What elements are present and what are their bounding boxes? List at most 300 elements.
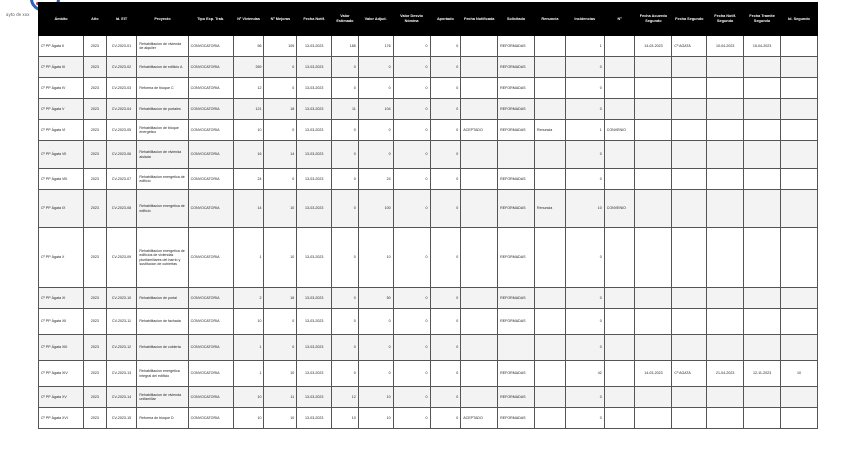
column-header[interactable]: Fecha Tramite Segundo	[744, 3, 781, 36]
table-cell	[233, 57, 264, 78]
table-header-row	[39, 3, 818, 36]
table-cell	[84, 309, 107, 335]
column-header[interactable]: Valor Adjud.	[358, 3, 393, 36]
table-row[interactable]	[39, 99, 818, 120]
table-cell	[461, 309, 498, 335]
table-cell	[297, 309, 332, 335]
table-cell	[635, 387, 672, 408]
table-cell	[188, 335, 233, 361]
cell-value: 0	[456, 64, 459, 69]
cell-value: 10	[257, 394, 262, 399]
cell-value: Rehabilitacion de cubierta	[139, 345, 181, 350]
table-cell	[780, 78, 817, 99]
table-cell	[498, 141, 535, 169]
table-row[interactable]	[39, 190, 818, 228]
cell-value: 0	[456, 206, 459, 211]
table-cell	[84, 228, 107, 288]
cell-value: CV-2023-05	[111, 127, 132, 132]
table-cell	[672, 57, 707, 78]
table-cell	[393, 99, 430, 120]
table-cell	[672, 169, 707, 190]
table-cell	[635, 141, 672, 169]
cell-value: 2023	[90, 176, 99, 181]
table-cell	[393, 36, 430, 57]
table-cell	[744, 120, 781, 141]
table-cell	[106, 190, 137, 228]
table-cell	[565, 36, 604, 57]
cell-value: 2023	[90, 43, 99, 48]
table-cell	[137, 387, 188, 408]
cell-value: 0	[388, 64, 391, 69]
cell-value: 0	[599, 106, 602, 111]
cell-value: CV-2023-08	[111, 206, 132, 211]
table-cell	[358, 169, 393, 190]
table-row[interactable]	[39, 288, 818, 309]
cell-value: 2023	[90, 415, 99, 420]
column-header[interactable]: Fecha Notificada	[461, 3, 498, 36]
table-row[interactable]	[39, 309, 818, 335]
table-row[interactable]	[39, 169, 818, 190]
cell-value: 2023	[90, 85, 99, 90]
table-cell	[565, 335, 604, 361]
table-cell	[430, 309, 461, 335]
table-cell	[84, 36, 107, 57]
table-cell	[264, 309, 297, 335]
table-cell	[358, 408, 393, 429]
cell-value: 13-03-2023	[305, 206, 324, 211]
cell-value: Cº PP Ágata VII	[41, 152, 67, 157]
cell-value: 10	[290, 255, 295, 260]
table-cell	[233, 120, 264, 141]
table-cell	[430, 387, 461, 408]
table-cell	[297, 408, 332, 429]
cell-value: Rehabilitacion energetica integral del edificio	[139, 369, 180, 378]
table-cell	[106, 57, 137, 78]
table-cell	[393, 57, 430, 78]
cell-value: 0	[425, 43, 428, 48]
cell-value: 50	[386, 295, 391, 300]
table-cell	[39, 78, 84, 99]
cell-value: Renuncia	[537, 127, 553, 132]
cell-value: REFORMADAS	[500, 127, 526, 132]
table-cell	[297, 57, 332, 78]
table-row[interactable]	[39, 141, 818, 169]
table-cell	[707, 288, 744, 309]
table-cell	[672, 141, 707, 169]
table-cell	[84, 288, 107, 309]
cell-value: 2023	[90, 64, 99, 69]
table-cell	[461, 190, 498, 228]
table-cell	[264, 99, 297, 120]
table-cell	[358, 36, 393, 57]
table-cell	[393, 309, 430, 335]
table-cell	[39, 408, 84, 429]
table-cell	[744, 36, 781, 57]
table-cell	[535, 78, 566, 99]
table-cell	[106, 335, 137, 361]
column-header[interactable]: Fecha Acuerdo Segundo	[635, 3, 672, 36]
cell-value: Rehabilitacion de vivienda unifamiliar	[139, 392, 182, 401]
column-header[interactable]: Valor Desvio Nómina	[393, 3, 430, 36]
cell-value: 1	[259, 345, 262, 350]
table-cell	[84, 141, 107, 169]
table-cell	[498, 99, 535, 120]
table-row[interactable]	[39, 335, 818, 361]
cell-value: Cº PP Ágata XIII	[41, 345, 68, 350]
cell-value: CV-2023-02	[111, 64, 132, 69]
table-cell	[498, 78, 535, 99]
table-cell	[430, 99, 461, 120]
table-cell	[707, 169, 744, 190]
table-cell	[233, 36, 264, 57]
cell-value: 121	[255, 106, 262, 111]
table-cell	[672, 120, 707, 141]
column-header[interactable]: Tipo Exp. Trab.	[188, 3, 233, 36]
table-cell	[106, 169, 137, 190]
table-cell	[430, 36, 461, 57]
table-cell	[535, 190, 566, 228]
table-cell	[137, 228, 188, 288]
cell-value: 0	[456, 371, 459, 376]
cell-value: REFORMADAS	[500, 255, 526, 260]
cell-value: 0	[353, 176, 356, 181]
table-cell	[535, 120, 566, 141]
logo-caption: ayto de xxx	[6, 12, 30, 17]
cell-value: 0	[425, 394, 428, 399]
cell-value: CV-2023-13	[111, 371, 132, 376]
cell-value: 10	[290, 206, 295, 211]
table-cell	[430, 228, 461, 288]
cell-value: 0	[425, 85, 428, 90]
table-cell	[188, 120, 233, 141]
table-cell	[461, 99, 498, 120]
column-header[interactable]: Fecha Notif. Segundo	[707, 3, 744, 36]
cell-value: 0	[425, 319, 428, 324]
cell-value: Cº PP Ágata XV	[41, 394, 67, 399]
cell-value: 13-03-2023	[305, 85, 324, 90]
column-header[interactable]: Valor Estimado	[332, 3, 359, 36]
column-header[interactable]: Aportado	[430, 3, 461, 36]
table-cell	[84, 361, 107, 387]
table-cell	[707, 408, 744, 429]
cell-value: CONVOCATORIA	[190, 64, 220, 69]
cell-value: Reforma de bloque C	[139, 85, 174, 90]
column-header[interactable]: Nº Viviendas	[233, 3, 264, 36]
table-row[interactable]	[39, 387, 818, 408]
cell-value: Cº PP Ágata III	[41, 64, 66, 69]
table-cell	[707, 57, 744, 78]
cell-value: 2023	[90, 106, 99, 111]
cell-value: 0	[599, 394, 602, 399]
cell-value: 0	[456, 415, 459, 420]
table-cell	[672, 36, 707, 57]
table-cell	[297, 141, 332, 169]
table-cell	[39, 387, 84, 408]
table-cell	[297, 361, 332, 387]
table-cell	[39, 141, 84, 169]
cell-value: REFORMADAS	[500, 206, 526, 211]
table-cell	[137, 169, 188, 190]
table-cell	[565, 288, 604, 309]
cell-value: 10	[257, 415, 262, 420]
table-cell	[535, 335, 566, 361]
cell-value: 269	[255, 64, 262, 69]
cell-value: CONVOCATORIA	[190, 106, 220, 111]
table-cell	[672, 78, 707, 99]
table-cell	[188, 309, 233, 335]
table-cell	[604, 309, 635, 335]
table-row[interactable]	[39, 361, 818, 387]
table-cell	[264, 141, 297, 169]
table-cell	[297, 169, 332, 190]
table-cell	[672, 228, 707, 288]
cell-value: 10	[351, 415, 356, 420]
cell-value: 0	[388, 152, 391, 157]
table-row[interactable]	[39, 228, 818, 288]
table-cell	[84, 408, 107, 429]
cell-value: 0	[353, 255, 356, 260]
cell-value: 56	[257, 43, 262, 48]
table-cell	[233, 361, 264, 387]
table-cell	[707, 335, 744, 361]
table-cell	[635, 78, 672, 99]
column-header[interactable]: Proyecto	[137, 3, 188, 36]
table-cell	[137, 57, 188, 78]
table-cell	[332, 36, 359, 57]
cell-value: 14-03-2023	[644, 371, 663, 376]
cell-value: CV-2023-09	[111, 255, 132, 260]
table-cell	[297, 387, 332, 408]
cell-value: REFORMADAS	[500, 415, 526, 420]
table-cell	[565, 228, 604, 288]
cell-value: Cº PP Ágata X	[41, 255, 65, 260]
table-cell	[297, 120, 332, 141]
cell-value: 13-03-2023	[305, 64, 324, 69]
column-header[interactable]: Id. EIT	[106, 3, 137, 36]
column-header[interactable]: Id. Segundo	[780, 3, 817, 36]
table-cell	[780, 309, 817, 335]
cell-value: 176	[384, 43, 391, 48]
cell-value: CONVOCATORIA	[190, 319, 220, 324]
table-cell	[358, 288, 393, 309]
cell-value: 13-03-2023	[305, 127, 324, 132]
table-cell	[393, 387, 430, 408]
table-cell	[672, 387, 707, 408]
table-cell	[707, 36, 744, 57]
table-cell	[430, 78, 461, 99]
table-cell	[137, 361, 188, 387]
table-cell	[233, 99, 264, 120]
column-header[interactable]: Incidencias	[565, 3, 604, 36]
table-cell	[535, 288, 566, 309]
cell-value: 2023	[90, 345, 99, 350]
cell-value: 0	[599, 176, 602, 181]
table-cell	[672, 309, 707, 335]
table-cell	[358, 120, 393, 141]
cell-value: 0	[599, 152, 602, 157]
table-cell	[498, 335, 535, 361]
table-cell	[672, 99, 707, 120]
table-cell	[707, 99, 744, 120]
table-cell	[635, 57, 672, 78]
table-cell	[565, 120, 604, 141]
table-cell	[297, 288, 332, 309]
table-cell	[744, 78, 781, 99]
column-header[interactable]: Ámbito	[39, 3, 84, 36]
table-cell	[297, 36, 332, 57]
cell-value: Cº PP Ágata IX	[41, 206, 66, 211]
column-header[interactable]: Nº	[604, 3, 635, 36]
table-cell	[393, 141, 430, 169]
table-cell	[461, 141, 498, 169]
table-cell	[707, 228, 744, 288]
table-cell	[332, 99, 359, 120]
cell-value: 2023	[90, 394, 99, 399]
cell-value: 0	[599, 85, 602, 90]
table-cell	[780, 335, 817, 361]
cell-value: 1	[599, 127, 602, 132]
table-cell	[188, 288, 233, 309]
cell-value: ACEPTADO	[463, 415, 483, 420]
cell-value: CV-2023-06	[111, 152, 132, 157]
table-cell	[233, 78, 264, 99]
table-cell	[604, 190, 635, 228]
cell-value: CONVOCATORIA	[190, 394, 220, 399]
table-cell	[780, 228, 817, 288]
table-cell	[635, 361, 672, 387]
cell-value: 0	[425, 206, 428, 211]
table-row[interactable]	[39, 36, 818, 57]
cell-value: CV-2023-04	[111, 106, 132, 111]
cell-value: REFORMADAS	[500, 394, 526, 399]
table-cell	[430, 408, 461, 429]
column-header[interactable]: Fecha Segundo	[672, 3, 707, 36]
table-cell	[393, 78, 430, 99]
table-cell	[461, 120, 498, 141]
cell-value: 1	[599, 43, 602, 48]
table-cell	[188, 361, 233, 387]
table-cell	[780, 408, 817, 429]
cell-value: 10	[290, 415, 295, 420]
table-cell	[264, 335, 297, 361]
table-cell	[780, 141, 817, 169]
table-body	[39, 36, 818, 429]
table-cell	[604, 228, 635, 288]
table-cell	[744, 57, 781, 78]
table-cell	[461, 57, 498, 78]
table-cell	[39, 309, 84, 335]
table-cell	[332, 57, 359, 78]
table-cell	[358, 99, 393, 120]
table-cell	[535, 141, 566, 169]
table-cell	[332, 361, 359, 387]
cell-value: 0	[292, 64, 295, 69]
table-row[interactable]	[39, 57, 818, 78]
table-cell	[535, 169, 566, 190]
table-cell	[535, 228, 566, 288]
table-cell	[297, 78, 332, 99]
table-cell	[137, 335, 188, 361]
table-cell	[106, 288, 137, 309]
table-cell	[461, 169, 498, 190]
table-row[interactable]	[39, 120, 818, 141]
table-cell	[106, 36, 137, 57]
table-cell	[393, 335, 430, 361]
cell-value: 0	[425, 152, 428, 157]
cell-value: 0	[425, 295, 428, 300]
column-header[interactable]: Renuncia	[535, 3, 566, 36]
cell-value: 13-03-2023	[305, 394, 324, 399]
cell-value: 15-04-2023	[752, 43, 772, 48]
table-cell	[565, 99, 604, 120]
table-cell	[535, 57, 566, 78]
table-row[interactable]	[39, 408, 818, 429]
cell-value: 2023	[90, 255, 99, 260]
cell-value: 12	[257, 85, 262, 90]
table-cell	[39, 288, 84, 309]
cell-value: 12	[351, 394, 356, 399]
table-cell	[106, 99, 137, 120]
column-header[interactable]: Año	[84, 3, 107, 36]
table-cell	[461, 36, 498, 57]
table-cell	[137, 141, 188, 169]
cell-value: 13-03-2023	[305, 295, 324, 300]
cell-value: 2023	[90, 152, 99, 157]
table-cell	[106, 120, 137, 141]
table-cell	[332, 387, 359, 408]
column-header[interactable]: Nº Mejoras	[264, 3, 297, 36]
cell-value: Rehabilitacion de portales	[139, 106, 181, 111]
cell-value: 0	[353, 345, 356, 350]
table-cell	[565, 78, 604, 99]
data-table	[38, 2, 818, 429]
cell-value: 0	[456, 85, 459, 90]
table-cell	[264, 120, 297, 141]
table-cell	[358, 361, 393, 387]
cell-value: 1	[259, 371, 262, 376]
cell-value: 2023	[90, 319, 99, 324]
column-header[interactable]: Solicitado	[498, 3, 535, 36]
column-header[interactable]: Fecha Notif.	[297, 3, 332, 36]
table-cell	[233, 190, 264, 228]
table-cell	[233, 141, 264, 169]
table-cell	[780, 99, 817, 120]
cell-value: 0	[425, 127, 428, 132]
table-cell	[264, 387, 297, 408]
table-cell	[565, 361, 604, 387]
table-row[interactable]	[39, 78, 818, 99]
table-cell	[430, 335, 461, 361]
table-cell	[535, 99, 566, 120]
cell-value: 0	[456, 152, 459, 157]
cell-value: Rehabilitacion de fachada	[139, 319, 181, 324]
table-cell	[137, 190, 188, 228]
cell-value: CONVOCATORIA	[190, 85, 220, 90]
table-cell	[106, 408, 137, 429]
cell-value: 1	[259, 255, 262, 260]
cell-value: CV-2023-07	[111, 176, 132, 181]
table-cell	[39, 120, 84, 141]
table-cell	[358, 335, 393, 361]
table-cell	[233, 228, 264, 288]
table-cell	[430, 361, 461, 387]
table-cell	[430, 169, 461, 190]
cell-value: 2023	[90, 127, 99, 132]
cell-value: 0	[599, 255, 602, 260]
table-cell	[137, 120, 188, 141]
cell-value: 10	[290, 371, 295, 376]
table-cell	[106, 309, 137, 335]
